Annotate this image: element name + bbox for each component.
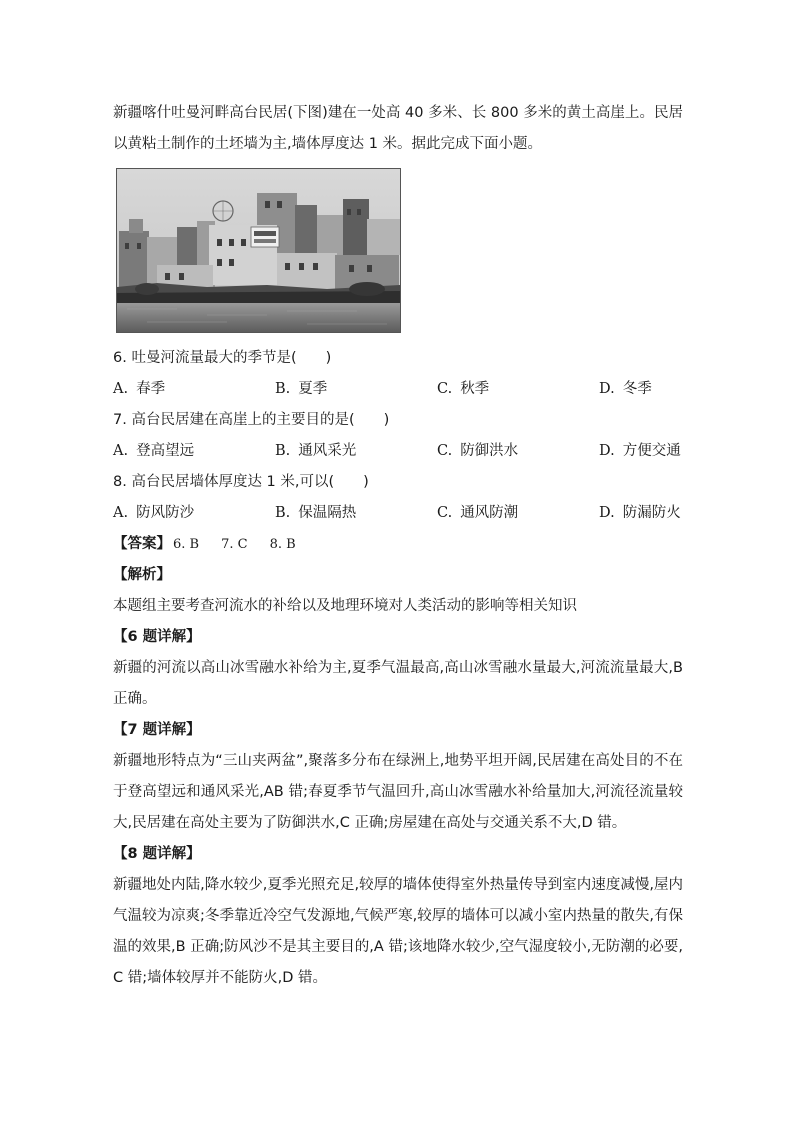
option (437, 498, 599, 529)
question-6-options (113, 374, 683, 405)
option-letter: B. (275, 381, 291, 397)
document-content (113, 98, 683, 994)
option (437, 374, 599, 405)
option-text: 通风防潮 (460, 505, 519, 521)
option-letter: B. (275, 443, 291, 459)
option-letter: C. (437, 381, 453, 397)
question-6-stem: 6. 吐曼河流量最大的季节是( ) (113, 350, 332, 366)
detail-6-heading: 【6 题详解】 (113, 629, 201, 645)
option-text: 保温隔热 (298, 505, 357, 521)
answer-item: 7. C (221, 537, 248, 552)
option-letter: D. (599, 381, 615, 397)
intro-paragraph: 新疆喀什吐曼河畔高台民居(下图)建在一处高 40 多米、长 800 多米的黄土高崖上。民居以黄粘土制作的土坯墙为主,墙体厚度达 1 米。据此完成下面小题。 (113, 105, 683, 152)
analysis-heading: 【解析】 (113, 567, 171, 583)
option (113, 498, 275, 529)
option (275, 374, 437, 405)
option (599, 436, 681, 467)
detail-7-heading: 【7 题详解】 (113, 722, 201, 738)
detail-7-text: 新疆地形特点为“三山夹两盆”,聚落多分布在绿洲上,地势平坦开阔,民居建在高处目的不在于登高望远和通风采光,AB 错;春夏季节气温回升,高山冰雪融水补给量加大,河流径流量较大,民居建在高处主要为了防御洪水,C 正确;房屋建在高处与交通关系不大,D 错。 (113, 753, 683, 831)
detail-8-heading: 【8 题详解】 (113, 846, 201, 862)
analysis-text: 本题组主要考查河流水的补给以及地理环境对人类活动的影响等相关知识 (113, 598, 577, 614)
option-text: 防风防沙 (136, 505, 195, 521)
photo-high-platform-dwellings (116, 168, 401, 333)
option-letter: C. (437, 505, 453, 521)
option-letter: D. (599, 443, 615, 459)
answer-item: 8. B (269, 537, 296, 552)
question-8-stem: 8. 高台民居墙体厚度达 1 米,可以( ) (113, 474, 369, 490)
option-letter: B. (275, 505, 291, 521)
option (113, 374, 275, 405)
option (599, 374, 652, 405)
option (113, 436, 275, 467)
option-text: 防漏防火 (622, 505, 681, 521)
question-7-options (113, 436, 683, 467)
option-letter: A. (113, 381, 129, 397)
answer-item: 6. B (173, 537, 200, 552)
option-text: 通风采光 (298, 443, 357, 459)
option-text: 春季 (136, 381, 166, 397)
option-text: 方便交通 (622, 443, 681, 459)
option-text: 登高望远 (136, 443, 195, 459)
detail-6-text: 新疆的河流以高山冰雪融水补给为主,夏季气温最高,高山冰雪融水量最大,河流流量最大,B 正确。 (113, 660, 683, 707)
question-7-stem: 7. 高台民居建在高崖上的主要目的是( ) (113, 412, 390, 428)
option-letter: A. (113, 443, 129, 459)
answer-line (113, 529, 683, 560)
detail-8-text: 新疆地处内陆,降水较少,夏季光照充足,较厚的墙体使得室外热量传导到室内速度减慢,屋内气温较为凉爽;冬季靠近冷空气发源地,气候严寒,较厚的墙体可以减小室内热量的散失,有保温的效果,B 正确;防风沙不是其主要目的,A 错;该地降水较少,空气湿度较小,无防潮的必要,C 错;墙体较厚并不能防火,D 错。 (113, 877, 683, 986)
option-text: 秋季 (460, 381, 490, 397)
option (599, 498, 681, 529)
option-letter: A. (113, 505, 129, 521)
option-text: 夏季 (298, 381, 328, 397)
option-text: 冬季 (622, 381, 652, 397)
answer-label: 【答案】 (113, 536, 171, 552)
option-text: 防御洪水 (460, 443, 519, 459)
option (275, 436, 437, 467)
option (275, 498, 437, 529)
photo-illustration (117, 169, 400, 332)
option-letter: D. (599, 505, 615, 521)
option (437, 436, 599, 467)
question-8-options (113, 498, 683, 529)
option-letter: C. (437, 443, 453, 459)
